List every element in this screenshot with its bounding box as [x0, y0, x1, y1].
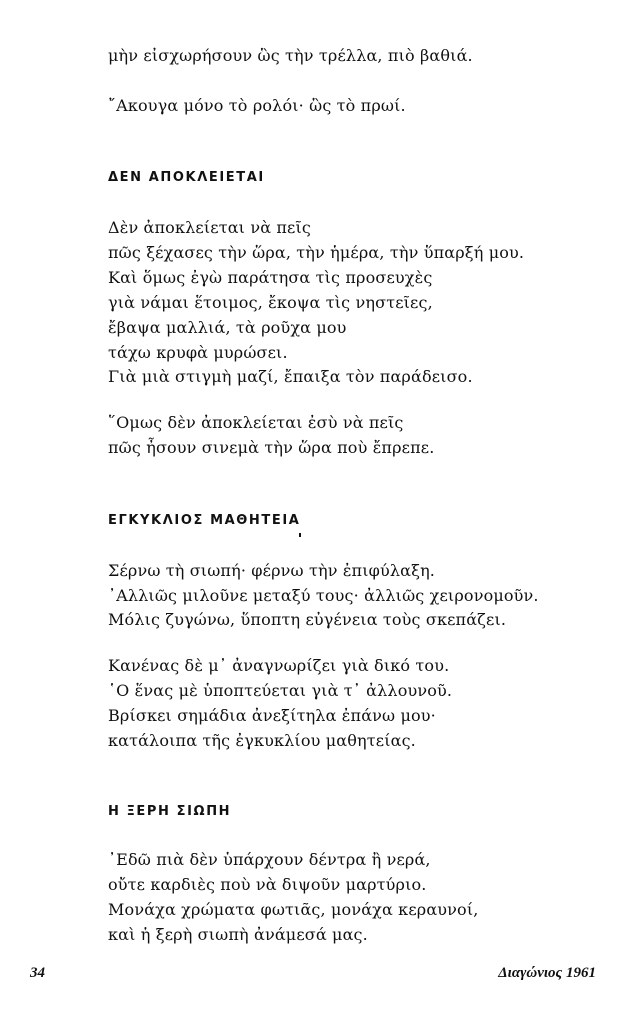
- poem-line: Γιὰ μιὰ στιγμὴ μαζί, ἔπαιξα τὸν παράδεισο.: [108, 367, 473, 386]
- poem-line: τάχω κρυφὰ μυρώσει.: [108, 343, 288, 362]
- poem-line: Σέρνω τὴ σιωπή· φέρνω τὴν ἐπιφύλαξη.: [108, 561, 436, 580]
- poem-line: Κανένας δὲ μ᾿ ἀναγνωρίζει γιὰ δικό του.: [108, 656, 450, 675]
- poem-line: ῞Ομως δὲν ἀποκλείεται ἐσὺ νὰ πεῖς: [108, 413, 404, 432]
- poem-line: ᾿Εδῶ πιὰ δὲν ὑπάρχουν δέντρα ἢ νερά,: [108, 850, 431, 869]
- poem-line: Βρίσκει σημάδια ἀνεξίτηλα ἐπάνω μου·: [108, 706, 436, 725]
- poem-line: ἔβαψα μαλλιά, τὰ ροῦχα μου: [108, 318, 347, 337]
- poem-line: πῶς ἦσουν σινεμὰ τὴν ὥρα ποὺ ἔπρεπε.: [108, 438, 435, 457]
- poem-line: καὶ ἡ ξερὴ σιωπὴ ἀνάμεσά μας.: [108, 925, 368, 944]
- poem-line: γιὰ νάμαι ἕτοιμος, ἔκοψα τὶς νηστεῖες,: [108, 293, 433, 312]
- poem-title: Η ΞΕΡΗ ΣΙΩΠΗ: [108, 804, 232, 819]
- poem-title: ΕΓΚΥΚΛΙΟΣ ΜΑΘΗΤΕΙΑ: [108, 513, 301, 528]
- issue-date: Διαγώνιος 1961: [498, 965, 596, 981]
- poem-line: οὔτε καρδιὲς ποὺ νὰ διψοῦν μαρτύριο.: [108, 875, 427, 894]
- poem-line: Καὶ ὅμως ἐγὼ παράτησα τὶς προσευχὲς: [108, 268, 433, 287]
- poem-line: Μόλις ζυγώνω, ὕποπτη εὐγένεια τοὺς σκεπάζει.: [108, 610, 507, 629]
- poem-line: Δὲν ἀποκλείεται νὰ πεῖς: [108, 218, 312, 237]
- poem-line: Μονάχα χρώματα φωτιᾶς, μονάχα κεραυνοί,: [108, 900, 479, 919]
- poem-line: κατάλοιπα τῆς ἐγκυκλίου μαθητείας.: [108, 731, 416, 750]
- page-number: 34: [30, 965, 45, 981]
- poem-line: ῾Ο ἕνας μὲ ὑποπτεύεται γιὰ τ᾿ ἀλλουνοῦ.: [108, 681, 453, 700]
- print-mark: [299, 533, 301, 537]
- poem-line: μὴν εἰσχωρήσουν ὣς τὴν τρέλλα, πιὸ βαθιά.: [108, 46, 473, 65]
- poem-line: πῶς ξέχασες τὴν ὥρα, τὴν ἡμέρα, τὴν ὕπαρξή μου.: [108, 243, 525, 262]
- poem-line: ῎Ακουγα μόνο τὸ ρολόι· ὣς τὸ πρωί.: [108, 96, 406, 115]
- poem-line: ᾿Αλλιῶς μιλοῦνε μεταξύ τους· ἀλλιῶς χειρονομοῦν.: [108, 586, 539, 605]
- poem-title: ΔΕΝ ΑΠΟΚΛΕΙΕΤΑΙ: [108, 170, 265, 185]
